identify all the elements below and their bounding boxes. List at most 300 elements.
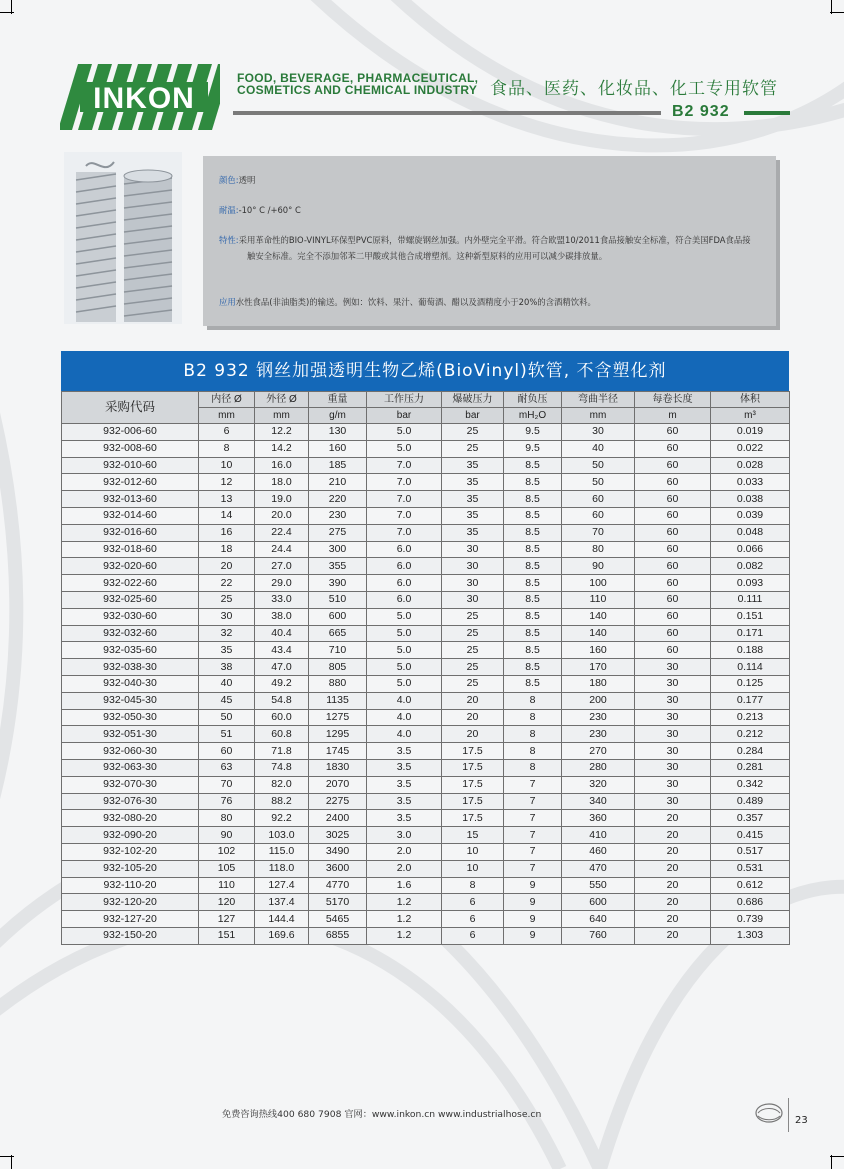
crop-mark [11, 1155, 12, 1169]
table-cell: 60 [635, 591, 711, 608]
table-row [62, 675, 790, 692]
header-code-rule [744, 111, 790, 115]
table-cell: 70 [199, 776, 255, 793]
table-cell: 49.2 [255, 675, 309, 692]
code-header: 采购代码 [62, 392, 199, 424]
header-english-line1: FOOD, BEVERAGE, PHARMACEUTICAL, [237, 71, 479, 85]
table-cell: 20 [635, 860, 711, 877]
table-cell: 20 [635, 843, 711, 860]
table-cell: 805 [309, 659, 367, 676]
order-code-cell: 932-014-60 [62, 507, 199, 524]
table-cell: 30 [635, 709, 711, 726]
table-cell: 0.028 [711, 457, 790, 474]
table-cell: 103.0 [255, 827, 309, 844]
table-cell: 220 [309, 491, 367, 508]
table-cell: 60 [635, 424, 711, 441]
table-cell: 0.213 [711, 709, 790, 726]
order-code-cell: 932-127-20 [62, 911, 199, 928]
temp-label: 耐温: [219, 205, 239, 215]
table-cell: 80 [562, 541, 635, 558]
table-row [62, 575, 790, 592]
table-cell: 880 [309, 675, 367, 692]
temp-value: -10° C /+60° C [238, 205, 301, 215]
table-cell: 665 [309, 625, 367, 642]
table-cell: 5.0 [367, 642, 442, 659]
color-line [219, 172, 752, 188]
order-code-cell: 932-080-20 [62, 810, 199, 827]
table-cell: 20 [635, 877, 711, 894]
table-cell: 20 [199, 558, 255, 575]
table-row [62, 827, 790, 844]
table-cell: 82.0 [255, 776, 309, 793]
table-cell: 25 [442, 625, 504, 642]
order-code-cell: 932-025-60 [62, 591, 199, 608]
feature-value: 采用革命性的BIO-VINYL环保型PVC原料，带螺旋钢丝加强。内外壁完全平滑。符合欧盟10/2011食品接触安全标准，符合美国FDA食品接触安全标准。完全不添加邻苯二甲酸或其他合成增塑剂。这种新型原料的应用可以减少碳排放量。 [238, 235, 751, 261]
table-cell: 230 [309, 507, 367, 524]
table-cell: 30 [442, 575, 504, 592]
table-cell: 120 [199, 894, 255, 911]
table-cell: 88.2 [255, 793, 309, 810]
table-cell: 2400 [309, 810, 367, 827]
table-cell: 360 [562, 810, 635, 827]
table-cell: 4.0 [367, 709, 442, 726]
table-cell: 6 [442, 911, 504, 928]
table-cell: 20 [442, 726, 504, 743]
table-row [62, 894, 790, 911]
order-code-cell: 932-013-60 [62, 491, 199, 508]
table-row [62, 541, 790, 558]
table-cell: 5.0 [367, 659, 442, 676]
logo-text: INKON [93, 82, 195, 115]
table-cell: 140 [562, 608, 635, 625]
table-cell: 0.517 [711, 843, 790, 860]
table-row [62, 927, 790, 944]
table-cell: 18.0 [255, 474, 309, 491]
table-cell: 7.0 [367, 507, 442, 524]
page-number-rule [788, 1098, 789, 1132]
table-cell: 5.0 [367, 424, 442, 441]
table-cell: 30 [635, 743, 711, 760]
table-cell: 60 [635, 474, 711, 491]
order-code-cell: 932-150-20 [62, 927, 199, 944]
unit-cell: g/m [309, 408, 367, 424]
table-cell: 3.0 [367, 827, 442, 844]
table-cell: 60 [635, 608, 711, 625]
order-code-cell: 932-105-20 [62, 860, 199, 877]
table-cell: 0.082 [711, 558, 790, 575]
column-header: 弯曲半径 [562, 392, 635, 408]
column-header: 内径 Ø [199, 392, 255, 408]
table-cell: 30 [442, 558, 504, 575]
table-cell: 2.0 [367, 860, 442, 877]
table-cell: 3.5 [367, 810, 442, 827]
info-box [203, 156, 776, 326]
table-cell: 1275 [309, 709, 367, 726]
table-cell: 8.5 [504, 675, 562, 692]
table-cell: 5170 [309, 894, 367, 911]
table-cell: 90 [562, 558, 635, 575]
table-cell: 9.5 [504, 424, 562, 441]
table-cell: 8 [504, 709, 562, 726]
table-cell: 130 [309, 424, 367, 441]
certification-badge [753, 1097, 785, 1129]
table-cell: 710 [309, 642, 367, 659]
order-code-cell: 932-010-60 [62, 457, 199, 474]
table-cell: 127.4 [255, 877, 309, 894]
table-cell: 1.2 [367, 911, 442, 928]
table-cell: 8.5 [504, 524, 562, 541]
table-row [62, 726, 790, 743]
table-cell: 390 [309, 575, 367, 592]
table-row [62, 474, 790, 491]
unit-cell: mm [199, 408, 255, 424]
table-cell: 0.093 [711, 575, 790, 592]
table-row [62, 743, 790, 760]
table-row [62, 659, 790, 676]
table-cell: 760 [562, 927, 635, 944]
table-cell: 6.0 [367, 558, 442, 575]
table-cell: 0.281 [711, 759, 790, 776]
table-cell: 14 [199, 507, 255, 524]
table-cell: 230 [562, 726, 635, 743]
table-row [62, 558, 790, 575]
table-cell: 17.5 [442, 743, 504, 760]
table-cell: 0.357 [711, 810, 790, 827]
table-cell: 30 [635, 759, 711, 776]
table-cell: 80 [199, 810, 255, 827]
table-cell: 12.2 [255, 424, 309, 441]
table-cell: 3.5 [367, 759, 442, 776]
order-code-cell: 932-070-30 [62, 776, 199, 793]
order-code-cell: 932-045-30 [62, 692, 199, 709]
table-cell: 43.4 [255, 642, 309, 659]
color-value: 透明 [238, 175, 256, 185]
table-cell: 0.739 [711, 911, 790, 928]
table-title: B2 932 钢丝加强透明生物乙烯(BioVinyl)软管, 不含塑化剂 [61, 351, 789, 391]
table-cell: 20.0 [255, 507, 309, 524]
temp-line [219, 202, 752, 218]
table-cell: 510 [309, 591, 367, 608]
table-cell: 7 [504, 860, 562, 877]
table-cell: 0.048 [711, 524, 790, 541]
table-cell: 160 [562, 642, 635, 659]
table-cell: 10 [199, 457, 255, 474]
order-code-cell: 932-110-20 [62, 877, 199, 894]
table-cell: 47.0 [255, 659, 309, 676]
table-cell: 50 [199, 709, 255, 726]
table-cell: 340 [562, 793, 635, 810]
table-cell: 8.5 [504, 575, 562, 592]
table-cell: 0.686 [711, 894, 790, 911]
table-cell: 17.5 [442, 810, 504, 827]
crop-mark [831, 1155, 832, 1169]
table-cell: 9.5 [504, 440, 562, 457]
footer-contact: 免费咨询热线400 680 7908 官网：www.inkon.cn www.industrialhose.cn [222, 1109, 542, 1120]
color-label: 颜色: [219, 175, 239, 185]
table-cell: 8 [504, 743, 562, 760]
table-cell: 60 [562, 491, 635, 508]
table-cell: 410 [562, 827, 635, 844]
table-cell: 60 [635, 457, 711, 474]
table-cell: 550 [562, 877, 635, 894]
table-cell: 25 [442, 642, 504, 659]
table-cell: 8.5 [504, 591, 562, 608]
table-cell: 71.8 [255, 743, 309, 760]
table-cell: 170 [562, 659, 635, 676]
table-cell: 0.171 [711, 625, 790, 642]
table-cell: 4.0 [367, 726, 442, 743]
table-cell: 5.0 [367, 675, 442, 692]
order-code-cell: 932-030-60 [62, 608, 199, 625]
table-cell: 60 [635, 558, 711, 575]
table-cell: 35 [442, 524, 504, 541]
table-cell: 16 [199, 524, 255, 541]
table-cell: 210 [309, 474, 367, 491]
table-cell: 1.303 [711, 927, 790, 944]
table-cell: 25 [442, 675, 504, 692]
feature-label: 特性: [219, 235, 239, 245]
table-cell: 280 [562, 759, 635, 776]
table-cell: 20 [442, 692, 504, 709]
table-row [62, 793, 790, 810]
table-row [62, 810, 790, 827]
table-cell: 60 [635, 491, 711, 508]
table-cell: 8.5 [504, 659, 562, 676]
table-cell: 6855 [309, 927, 367, 944]
table-cell: 24.4 [255, 541, 309, 558]
table-cell: 35 [442, 457, 504, 474]
order-code-cell: 932-035-60 [62, 642, 199, 659]
crop-mark [830, 12, 844, 13]
table-cell: 8.5 [504, 474, 562, 491]
table-cell: 0.531 [711, 860, 790, 877]
table-cell: 30 [199, 608, 255, 625]
table-cell: 25 [199, 591, 255, 608]
table-cell: 1.2 [367, 894, 442, 911]
application-value: 水性食品(非油脂类)的输送。例如：饮料、果汁、葡萄酒、醋以及酒精度小于20%的含酒精饮料。 [235, 297, 596, 307]
table-cell: 102 [199, 843, 255, 860]
table-cell: 20 [635, 894, 711, 911]
table-cell: 127 [199, 911, 255, 928]
table-cell: 20 [635, 827, 711, 844]
column-header: 体积 [711, 392, 790, 408]
table-cell: 1135 [309, 692, 367, 709]
order-code-cell: 932-012-60 [62, 474, 199, 491]
order-code-cell: 932-008-60 [62, 440, 199, 457]
table-cell: 60 [635, 524, 711, 541]
table-cell: 35 [442, 491, 504, 508]
order-code-cell: 932-022-60 [62, 575, 199, 592]
crop-mark [0, 12, 14, 13]
table-cell: 3.5 [367, 743, 442, 760]
table-cell: 8.5 [504, 507, 562, 524]
table-cell: 5465 [309, 911, 367, 928]
table-cell: 25 [442, 608, 504, 625]
table-cell: 60 [199, 743, 255, 760]
unit-cell: mm [255, 408, 309, 424]
column-header: 工作压力 [367, 392, 442, 408]
table-cell: 100 [562, 575, 635, 592]
table-cell: 38 [199, 659, 255, 676]
table-cell: 4770 [309, 877, 367, 894]
table-row [62, 860, 790, 877]
table-cell: 33.0 [255, 591, 309, 608]
table-cell: 7 [504, 776, 562, 793]
table-cell: 110 [199, 877, 255, 894]
table-cell: 5.0 [367, 625, 442, 642]
table-cell: 25 [442, 659, 504, 676]
table-cell: 30 [635, 726, 711, 743]
table-row [62, 457, 790, 474]
table-row [62, 911, 790, 928]
table-cell: 0.342 [711, 776, 790, 793]
table-cell: 6 [442, 927, 504, 944]
table-cell: 110 [562, 591, 635, 608]
table-cell: 92.2 [255, 810, 309, 827]
table-cell: 0.125 [711, 675, 790, 692]
table-cell: 1830 [309, 759, 367, 776]
column-header: 爆破压力 [442, 392, 504, 408]
table-cell: 30 [635, 776, 711, 793]
table-cell: 60 [635, 642, 711, 659]
table-cell: 38.0 [255, 608, 309, 625]
table-cell: 1.6 [367, 877, 442, 894]
table-cell: 60 [635, 440, 711, 457]
table-cell: 35 [442, 507, 504, 524]
table-cell: 17.5 [442, 759, 504, 776]
order-code-cell: 932-032-60 [62, 625, 199, 642]
table-cell: 40 [562, 440, 635, 457]
table-cell: 15 [442, 827, 504, 844]
table-cell: 63 [199, 759, 255, 776]
table-cell: 60.8 [255, 726, 309, 743]
table-cell: 35 [442, 474, 504, 491]
table-cell: 151 [199, 927, 255, 944]
order-code-cell: 932-016-60 [62, 524, 199, 541]
table-cell: 60 [562, 507, 635, 524]
table-cell: 51 [199, 726, 255, 743]
order-code-cell: 932-018-60 [62, 541, 199, 558]
table-cell: 30 [562, 424, 635, 441]
column-header: 外径 Ø [255, 392, 309, 408]
table-cell: 8 [504, 759, 562, 776]
table-cell: 7 [504, 827, 562, 844]
order-code-cell: 932-063-30 [62, 759, 199, 776]
table-cell: 30 [635, 692, 711, 709]
table-cell: 35 [199, 642, 255, 659]
table-row [62, 843, 790, 860]
table-cell: 0.038 [711, 491, 790, 508]
order-code-cell: 932-006-60 [62, 424, 199, 441]
table-cell: 8 [442, 877, 504, 894]
table-cell: 5.0 [367, 440, 442, 457]
table-cell: 1295 [309, 726, 367, 743]
table-cell: 17.5 [442, 776, 504, 793]
table-cell: 2275 [309, 793, 367, 810]
table-cell: 160 [309, 440, 367, 457]
table-cell: 0.489 [711, 793, 790, 810]
table-cell: 640 [562, 911, 635, 928]
table-cell: 60 [635, 541, 711, 558]
column-header: 每卷长度 [635, 392, 711, 408]
table-cell: 32 [199, 625, 255, 642]
table-cell: 0.033 [711, 474, 790, 491]
table-cell: 6.0 [367, 541, 442, 558]
table-cell: 3490 [309, 843, 367, 860]
table-cell: 0.415 [711, 827, 790, 844]
product-code: B2 932 [672, 103, 730, 120]
table-cell: 7 [504, 793, 562, 810]
order-code-cell: 932-038-30 [62, 659, 199, 676]
table-cell: 17.5 [442, 793, 504, 810]
order-code-cell: 932-120-20 [62, 894, 199, 911]
table-row [62, 759, 790, 776]
unit-cell: mH₂O [504, 408, 562, 424]
table-cell: 30 [442, 541, 504, 558]
column-header: 耐负压 [504, 392, 562, 408]
table-cell: 30 [635, 675, 711, 692]
table-cell: 8.5 [504, 642, 562, 659]
table-cell: 25 [442, 440, 504, 457]
table-cell: 4.0 [367, 692, 442, 709]
table-cell: 0.284 [711, 743, 790, 760]
table-row [62, 608, 790, 625]
table-row [62, 709, 790, 726]
table-cell: 0.177 [711, 692, 790, 709]
order-code-cell: 932-050-30 [62, 709, 199, 726]
table-cell: 45 [199, 692, 255, 709]
table-cell: 22.4 [255, 524, 309, 541]
table-cell: 12 [199, 474, 255, 491]
unit-cell: bar [367, 408, 442, 424]
table-cell: 8.5 [504, 541, 562, 558]
unit-cell: m [635, 408, 711, 424]
table-cell: 7.0 [367, 491, 442, 508]
header-chinese: 食品、医药、化妆品、化工专用软管 [490, 79, 778, 99]
header-row [62, 392, 790, 408]
table-cell: 8.5 [504, 457, 562, 474]
table-body [62, 424, 790, 945]
table-cell: 6.0 [367, 591, 442, 608]
table-row [62, 642, 790, 659]
table-cell: 300 [309, 541, 367, 558]
table-cell: 20 [442, 709, 504, 726]
table-row [62, 524, 790, 541]
page-number: 23 [795, 1115, 808, 1126]
table-cell: 270 [562, 743, 635, 760]
table-cell: 30 [442, 591, 504, 608]
table-cell: 10 [442, 843, 504, 860]
order-code-cell: 932-076-30 [62, 793, 199, 810]
table-cell: 185 [309, 457, 367, 474]
table-cell: 0.151 [711, 608, 790, 625]
table-row [62, 877, 790, 894]
table-cell: 115.0 [255, 843, 309, 860]
table-cell: 600 [562, 894, 635, 911]
table-cell: 54.8 [255, 692, 309, 709]
order-code-cell: 932-051-30 [62, 726, 199, 743]
crop-mark [0, 1156, 14, 1157]
table-cell: 6 [442, 894, 504, 911]
table-cell: 30 [635, 793, 711, 810]
table-cell: 2070 [309, 776, 367, 793]
table-cell: 60 [635, 575, 711, 592]
table-cell: 320 [562, 776, 635, 793]
table-cell: 8.5 [504, 491, 562, 508]
table-cell: 355 [309, 558, 367, 575]
table-cell: 105 [199, 860, 255, 877]
application-label: 应用 [219, 297, 236, 307]
